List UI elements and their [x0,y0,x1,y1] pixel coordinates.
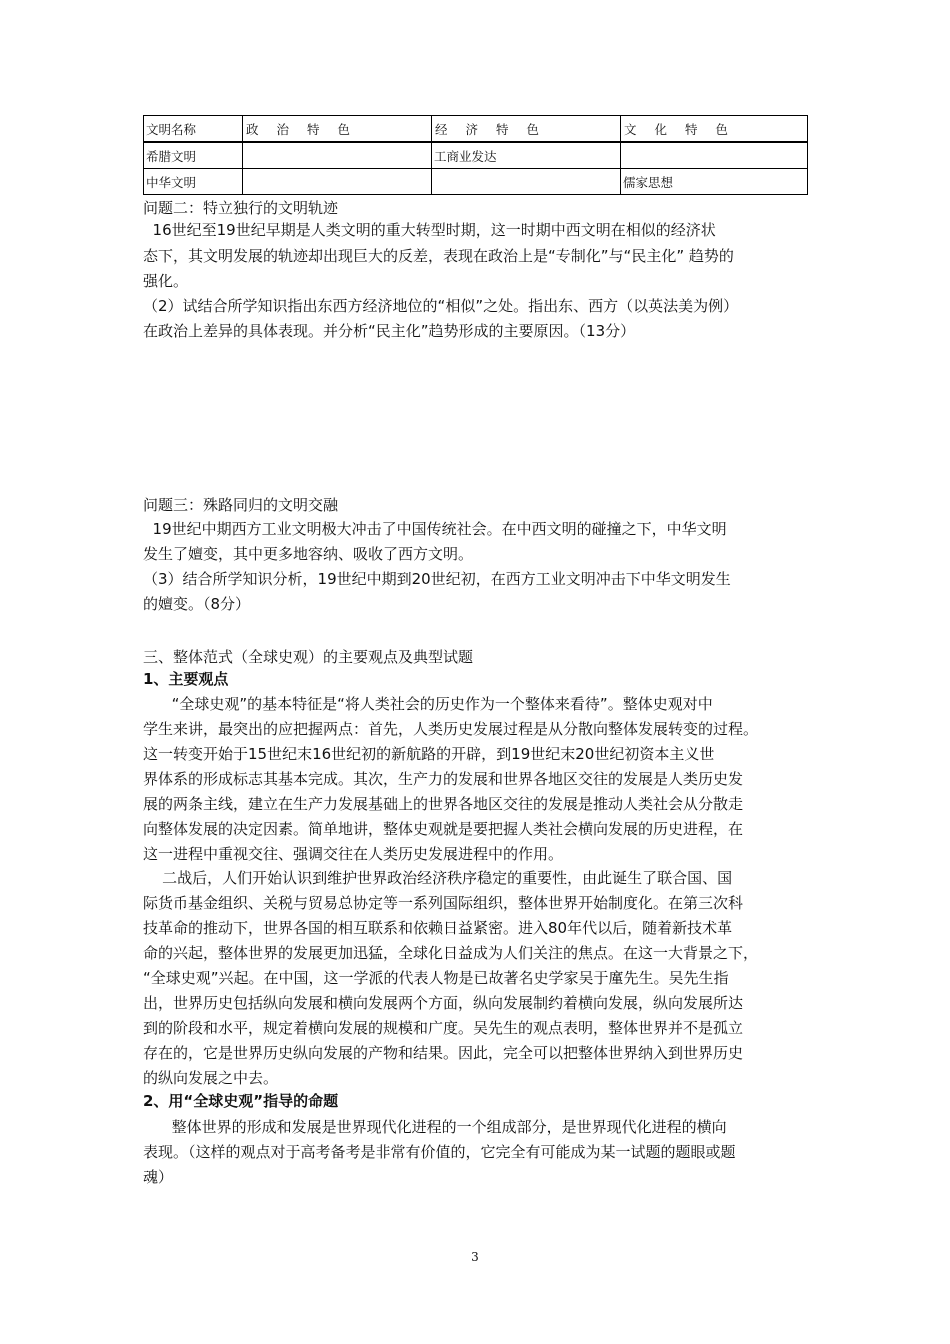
paragraph-line: 这一转变开始于15世纪末16世纪初的新航路的开辟，到19世纪末20世纪初资本主义世 [143,745,715,763]
table-row [144,142,808,169]
paragraph-line: 二战后，人们开始认识到维护世界政治经济秩序稳定的重要性，由此诞生了联合国、国 [143,869,733,887]
paragraph-line: 19世纪中期西方工业文明极大冲击了中国传统社会。在中西文明的碰撞之下，中华文明 [143,520,727,538]
paragraph-line: 际货币基金组织、关税与贸易总协定等一系列国际组织，整体世界开始制度化。在第三次科 [143,894,744,912]
question-line: 的嬗变。（8分） [143,595,251,613]
paragraph-line: 16世纪至19世纪早期是人类文明的重大转型时期，这一时期中西文明在相似的经济状 [143,221,716,239]
paragraph-line: 存在的，它是世界历史纵向发展的产物和结果。因此，完全可以把整体世界纳入到世界历史 [143,1044,744,1062]
table-row [144,169,808,195]
paragraph-line: 展的两条主线，建立在生产力发展基础上的世界各地区交往的发展是推动人类社会从分散走 [143,795,744,813]
paragraph-line: 技革命的推动下，世界各国的相互联系和依赖日益紧密。进入80年代以后，随着新技术革 [143,919,733,937]
paragraph-line: 表现。（这样的观点对于高考备考是非常有价值的，它完全有可能成为某一试题的题眼或题 [143,1143,736,1161]
page-number: 3 [471,1250,479,1264]
table-cell [243,169,432,195]
paragraph-line: 态下，其文明发展的轨迹却出现巨大的反差，表现在政治上是“专制化”与“民主化” 趋势的 [143,247,734,265]
paragraph-line: 整体世界的形成和发展是世界现代化进程的一个组成部分，是世界现代化进程的横向 [143,1118,727,1136]
question-two-heading: 问题二：特立独行的文明轨迹 [143,199,339,217]
question-line: （2）试结合所学知识指出东西方经济地位的“相似”之处。指出东、西方（以英法美为例） [143,297,739,315]
table-cell: 工商业发达 [432,142,621,169]
paragraph-line: 向整体发展的决定因素。简单地讲，整体史观就是要把握人类社会横向发展的历史进程，在 [143,820,744,838]
table-header-cell: 经 济 特 色 [432,116,621,143]
paragraph-line: “全球史观”兴起。在中国，这一学派的代表人物是已故著名史学家吴于廑先生。吴先生指 [143,969,729,987]
table-header-cell: 文明名称 [144,116,243,143]
question-three-heading: 问题三：殊路同归的文明交融 [143,496,339,514]
table-cell [243,142,432,169]
subsection-heading: 2、用“全球史观”指导的命题 [143,1092,339,1110]
table-cell: 中华文明 [144,169,243,195]
paragraph-line: 命的兴起，整体世界的发展更加迅猛，全球化日益成为人们关注的焦点。在这一大背景之下， [143,944,759,962]
subsection-heading: 1、主要观点 [143,670,229,688]
table-header-cell: 文 化 特 色 [621,116,808,143]
paragraph-line: 到的阶段和水平，规定着横向发展的规模和广度。吴先生的观点表明，整体世界并不是孤立 [143,1019,744,1037]
table-cell [621,142,808,169]
paragraph-line: 学生来讲，最突出的应把握两点：首先，人类历史发展过程是从分散向整体发展转变的过程。 [143,720,759,738]
paragraph-line: 魂） [143,1168,174,1186]
table-header-row [144,116,808,143]
table-header-cell: 政 治 特 色 [243,116,432,143]
paragraph-line: 发生了嬗变，其中更多地容纳、吸收了西方文明。 [143,545,474,563]
paragraph-line: 界体系的形成标志其基本完成。其次，生产力的发展和世界各地区交往的发展是人类历史发 [143,770,744,788]
civilization-table [143,115,808,195]
paragraph-line: 的纵向发展之中去。 [143,1069,279,1087]
table-cell: 儒家思想 [621,169,808,195]
paragraph-line: 强化。 [143,272,189,290]
question-line: 在政治上差异的具体表现。并分析“民主化”趋势形成的主要原因。（13分） [143,322,636,340]
paragraph-line: 这一进程中重视交往、强调交往在人类历史发展进程中的作用。 [143,845,564,863]
question-line: （3）结合所学知识分析，19世纪中期到20世纪初，在西方工业文明冲击下中华文明发生 [143,570,731,588]
paragraph-line: 出，世界历史包括纵向发展和横向发展两个方面，纵向发展制约着横向发展，纵向发展所达 [143,994,744,1012]
paragraph-line: “全球史观”的基本特征是“将人类社会的历史作为一个整体来看待”。整体史观对中 [143,695,713,713]
table-cell: 希腊文明 [144,142,243,169]
section-heading: 三、整体范式（全球史观）的主要观点及典型试题 [143,648,474,666]
table-cell [432,169,621,195]
